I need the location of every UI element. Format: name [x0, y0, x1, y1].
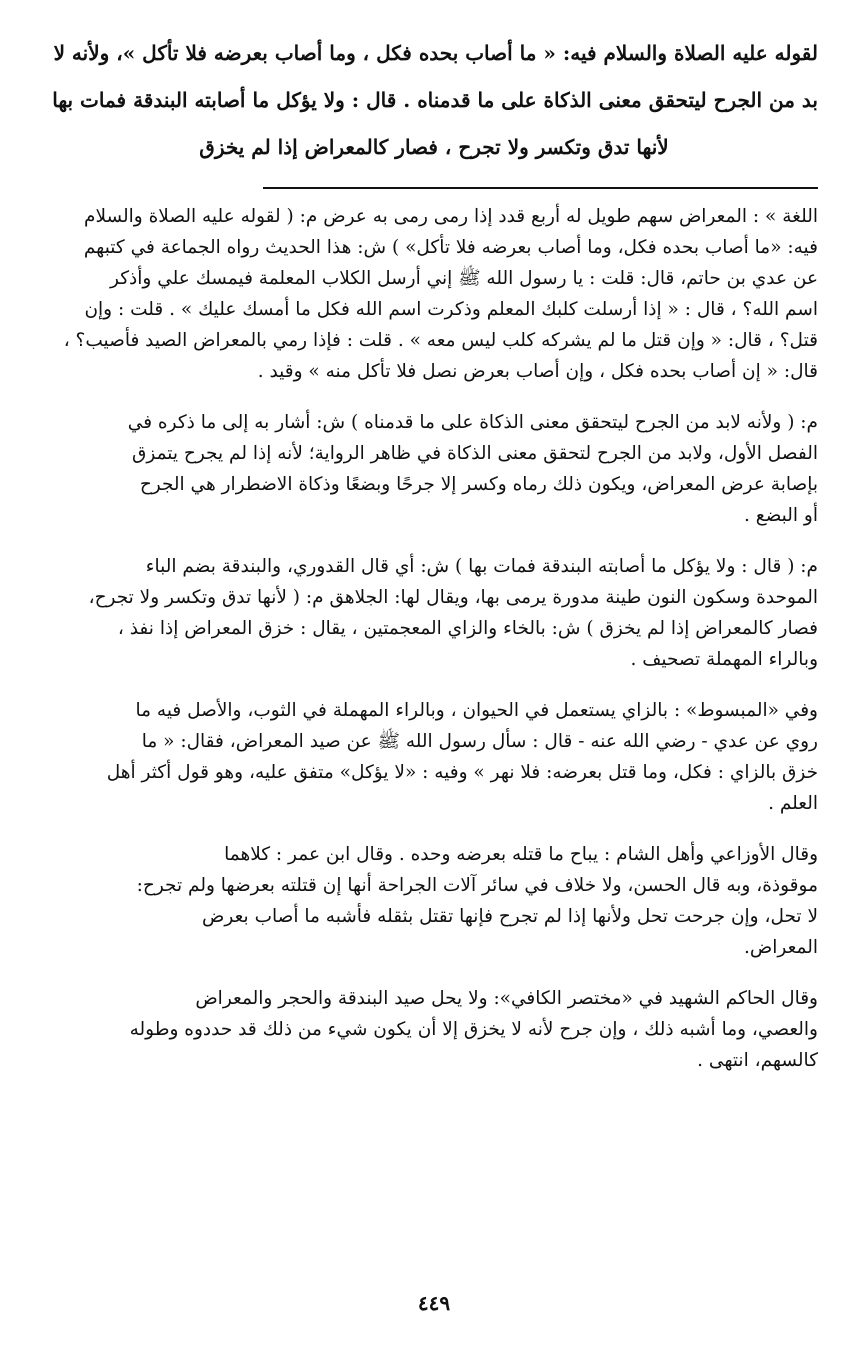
commentary-line: كالسهم، انتهى .	[697, 1050, 818, 1071]
commentary-line: م: ( قال : ولا يؤكل ما أصابته البندقة فمات بها ) ش: أي قال القدوري، والبندقة بضم الباء	[145, 556, 818, 577]
commentary-line: وبالراء المهملة تصحيف .	[630, 649, 818, 670]
commentary-line: لا تحل، وإن جرحت تحل ولأنها إذا لم تجرح فإنها تقتل بثقله فأشبه ما أصاب بعرض	[202, 906, 818, 927]
commentary-paragraph	[50, 695, 818, 819]
commentary-line: فصار كالمعراض إذا لم يخزق ) ش: بالخاء والزاي المعجمتين ، يقال : خزق المعراض إذا نفذ ،	[117, 618, 818, 639]
commentary-line: قتل؟ ، قال: « وإن قتل ما لم يشركه كلب ليس معه » . قلت : فإذا رمي بالمعراض الصيد فأصيب؟ ،	[63, 330, 818, 351]
main-text-line: لقوله عليه الصلاة والسلام فيه: « ما أصاب بحده فكل ، وما أصاب بعرضه فلا تأكل »، ولأنه لا	[53, 41, 818, 65]
commentary-line: بإصابة عرض المعراض، ويكون ذلك رماه وكسر إلا جرحًا وبضعًا وذكاة الاضطرار هي الجرح	[139, 474, 818, 495]
commentary-paragraph	[50, 407, 818, 531]
commentary-line: خزق بالزاي : فكل، وما قتل بعرضه: فلا نهر » وفيه : «لا يؤكل» متفق عليه، وهو قول أكثر أهل	[106, 762, 818, 783]
commentary-line: وقال الأوزاعي وأهل الشام : يباح ما قتله بعرضه وحده . وقال ابن عمر : كلاهما	[224, 844, 818, 865]
commentary-line: وقال الحاكم الشهيد في «مختصر الكافي»: ولا يحل صيد البندقة والحجر والمعراض	[195, 988, 818, 1009]
commentary-line: العلم .	[768, 793, 818, 814]
commentary-line: وفي «المبسوط» : بالزاي يستعمل في الحيوان ، وبالراء المهملة في الثوب، والأصل فيه ما	[135, 700, 818, 721]
page-number: ٤٤٩	[417, 1291, 451, 1315]
commentary-line: الفصل الأول، ولابد من الجرح لتحقق معنى الذكاة في ظاهر الرواية؛ لأنه إذا لم يجرح يتمزق	[132, 443, 818, 464]
commentary-line: اسم الله؟ ، قال : « إذا أرسلت كلبك المعلم وذكرت اسم الله فكل ما أمسك عليك » . قلت : وإن	[84, 299, 818, 320]
commentary-paragraph	[50, 551, 818, 675]
commentary-line: والعصي، وما أشبه ذلك ، وإن جرح لأنه لا يخزق إلا أن يكون شيء من ذلك قد حددوه وطوله	[129, 1019, 818, 1040]
commentary-line: فيه: «ما أصاب بحده فكل، وما أصاب بعرضه فلا تأكل» ) ش: هذا الحديث رواه الجماعة في كتبهم	[83, 237, 818, 258]
commentary-line: موقوذة، وبه قال الحسن، ولا خلاف في سائر آلات الجراحة أنها إن قتلته بعرضها ولم تجرح:	[136, 875, 818, 896]
commentary-line: الموحدة وسكون النون طينة مدورة يرمى بها، ويقال لها: الجلاهق م: ( لأنها تدق وتكسر ولا تجرح،	[88, 587, 818, 608]
footnote-divider	[263, 187, 818, 189]
commentary-line: روي عن عدي - رضي الله عنه - قال : سأل رسول الله ﷺ عن صيد المعراض، فقال: « ما	[141, 731, 818, 752]
commentary	[50, 201, 818, 1076]
commentary-paragraph	[50, 839, 818, 963]
main-text-line: بد من الجرح ليتحقق معنى الذكاة على ما قدمناه . قال : ولا يؤكل ما أصابته البندقة فمات بها	[52, 88, 818, 112]
main-text-line: لأنها تدق وتكسر ولا تجرح ، فصار كالمعراض إذا لم يخزق	[199, 135, 669, 159]
commentary-line: م: ( ولأنه لابد من الجرح ليتحقق معنى الذكاة على ما قدمناه ) ش: أشار به إلى ما ذكره في	[127, 412, 818, 433]
commentary-line: المعراض.	[744, 937, 818, 958]
commentary-line: عن عدي بن حاتم، قال: قلت : يا رسول الله ﷺ إني أرسل الكلاب المعلمة فيمسك علي وأذكر	[110, 268, 818, 289]
main-text	[50, 30, 818, 171]
commentary-paragraph	[50, 201, 818, 387]
commentary-line: قال: « إن أصاب بحده فكل ، وإن أصاب بعرض نصل فلا تأكل منه » وقيد .	[257, 361, 818, 382]
commentary-line: أو البضع .	[744, 505, 818, 526]
commentary-paragraph	[50, 983, 818, 1076]
commentary-line: اللغة » : المعراض سهم طويل له أربع قدد إذا رمى رمى به عرض م: ( لقوله عليه الصلاة والسلام	[84, 206, 818, 227]
